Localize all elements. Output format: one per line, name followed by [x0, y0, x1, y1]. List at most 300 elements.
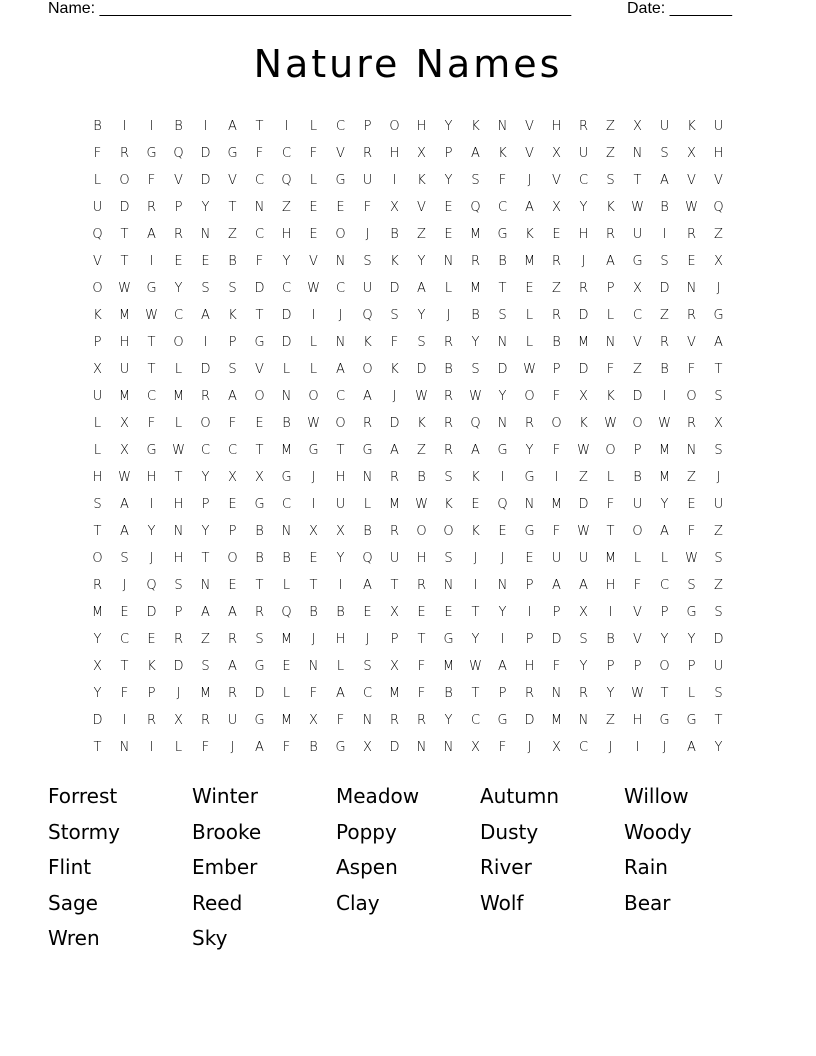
grid-letter[interactable]: X: [633, 281, 642, 296]
grid-letter[interactable]: C: [281, 281, 292, 296]
grid-letter[interactable]: G: [632, 254, 643, 269]
grid-letter[interactable]: H: [146, 470, 157, 485]
grid-letter[interactable]: A: [525, 200, 534, 215]
grid-letter[interactable]: W: [685, 551, 698, 566]
grid-letter[interactable]: N: [443, 578, 454, 593]
grid-letter[interactable]: N: [497, 119, 508, 134]
grid-letter[interactable]: N: [200, 227, 211, 242]
grid-letter[interactable]: J: [365, 632, 370, 647]
grid-letter[interactable]: C: [119, 632, 130, 647]
grid-letter[interactable]: Z: [417, 443, 426, 458]
grid-letter[interactable]: C: [578, 740, 589, 755]
grid-letter[interactable]: X: [417, 146, 426, 161]
grid-letter[interactable]: X: [93, 659, 102, 674]
grid-letter[interactable]: C: [146, 389, 157, 404]
grid-letter[interactable]: J: [716, 281, 721, 296]
grid-letter[interactable]: S: [660, 254, 669, 269]
grid-letter[interactable]: B: [363, 524, 372, 539]
grid-letter[interactable]: W: [415, 389, 428, 404]
grid-letter[interactable]: H: [551, 119, 562, 134]
grid-letter[interactable]: P: [147, 686, 156, 701]
grid-letter[interactable]: O: [308, 389, 319, 404]
grid-letter[interactable]: S: [174, 578, 183, 593]
grid-letter[interactable]: O: [254, 389, 265, 404]
grid-letter[interactable]: U: [632, 497, 643, 512]
grid-letter[interactable]: R: [470, 254, 481, 269]
grid-letter[interactable]: R: [254, 605, 265, 620]
grid-letter[interactable]: T: [255, 443, 264, 458]
grid-letter[interactable]: S: [471, 362, 480, 377]
grid-letter[interactable]: B: [444, 686, 453, 701]
grid-letter[interactable]: C: [632, 308, 643, 323]
grid-letter[interactable]: P: [201, 497, 210, 512]
grid-letter[interactable]: M: [523, 254, 536, 269]
grid-letter[interactable]: D: [200, 173, 211, 188]
grid-letter[interactable]: O: [92, 281, 103, 296]
grid-letter[interactable]: A: [471, 146, 480, 161]
grid-letter[interactable]: C: [659, 578, 670, 593]
grid-letter[interactable]: Q: [497, 497, 508, 512]
grid-letter[interactable]: J: [176, 686, 181, 701]
grid-letter[interactable]: Q: [146, 578, 157, 593]
grid-letter[interactable]: K: [390, 362, 399, 377]
grid-letter[interactable]: Y: [525, 443, 534, 458]
grid-letter[interactable]: B: [417, 470, 426, 485]
grid-letter[interactable]: J: [311, 632, 316, 647]
grid-letter[interactable]: R: [200, 389, 211, 404]
grid-letter[interactable]: F: [552, 659, 561, 674]
grid-letter[interactable]: S: [363, 659, 372, 674]
grid-letter[interactable]: S: [120, 551, 129, 566]
grid-letter[interactable]: A: [363, 389, 372, 404]
grid-letter[interactable]: U: [389, 551, 400, 566]
grid-letter[interactable]: H: [524, 659, 535, 674]
grid-letter[interactable]: T: [255, 578, 264, 593]
grid-letter[interactable]: P: [93, 335, 102, 350]
grid-letter[interactable]: G: [362, 443, 373, 458]
grid-letter[interactable]: Y: [417, 308, 426, 323]
grid-letter[interactable]: D: [200, 362, 211, 377]
grid-letter[interactable]: Q: [470, 416, 481, 431]
grid-letter[interactable]: B: [282, 416, 291, 431]
grid-letter[interactable]: J: [365, 227, 370, 242]
grid-letter[interactable]: G: [686, 605, 697, 620]
grid-letter[interactable]: F: [552, 389, 561, 404]
grid-letter[interactable]: O: [605, 443, 616, 458]
grid-letter[interactable]: P: [228, 335, 237, 350]
grid-letter[interactable]: Y: [444, 119, 453, 134]
grid-letter[interactable]: P: [228, 524, 237, 539]
grid-letter[interactable]: R: [119, 146, 130, 161]
grid-letter[interactable]: U: [659, 119, 670, 134]
grid-letter[interactable]: C: [227, 443, 238, 458]
grid-letter[interactable]: M: [118, 389, 131, 404]
grid-letter[interactable]: E: [147, 632, 156, 647]
grid-letter[interactable]: I: [203, 335, 208, 350]
grid-letter[interactable]: R: [578, 686, 589, 701]
grid-letter[interactable]: M: [91, 605, 104, 620]
grid-letter[interactable]: W: [523, 362, 536, 377]
grid-letter[interactable]: N: [362, 470, 373, 485]
grid-letter[interactable]: W: [118, 470, 131, 485]
grid-letter[interactable]: H: [416, 119, 427, 134]
grid-letter[interactable]: T: [471, 686, 480, 701]
grid-letter[interactable]: R: [443, 335, 454, 350]
grid-letter[interactable]: W: [307, 281, 320, 296]
grid-letter[interactable]: G: [308, 443, 319, 458]
grid-letter[interactable]: T: [93, 524, 102, 539]
grid-letter[interactable]: J: [527, 740, 532, 755]
grid-letter[interactable]: E: [228, 497, 237, 512]
grid-letter[interactable]: E: [417, 605, 426, 620]
grid-letter[interactable]: E: [309, 200, 318, 215]
grid-letter[interactable]: L: [93, 173, 102, 188]
name-field[interactable]: Name: _____________________________________________________: [48, 0, 572, 17]
grid-letter[interactable]: L: [633, 551, 642, 566]
grid-letter[interactable]: L: [525, 335, 534, 350]
grid-letter[interactable]: F: [282, 740, 291, 755]
grid-letter[interactable]: L: [93, 443, 102, 458]
grid-letter[interactable]: R: [524, 686, 535, 701]
grid-letter[interactable]: V: [525, 146, 534, 161]
grid-letter[interactable]: X: [336, 524, 345, 539]
grid-letter[interactable]: X: [309, 524, 318, 539]
grid-letter[interactable]: B: [498, 254, 507, 269]
grid-letter[interactable]: Y: [174, 281, 183, 296]
grid-letter[interactable]: X: [471, 740, 480, 755]
grid-letter[interactable]: B: [309, 740, 318, 755]
grid-letter[interactable]: J: [473, 551, 478, 566]
grid-letter[interactable]: A: [579, 578, 588, 593]
grid-letter[interactable]: B: [633, 470, 642, 485]
grid-letter[interactable]: C: [362, 686, 373, 701]
grid-letter[interactable]: X: [579, 389, 588, 404]
grid-letter[interactable]: A: [390, 443, 399, 458]
grid-letter[interactable]: V: [633, 632, 642, 647]
grid-letter[interactable]: X: [120, 443, 129, 458]
grid-letter[interactable]: L: [309, 173, 318, 188]
grid-letter[interactable]: U: [335, 497, 346, 512]
grid-letter[interactable]: U: [578, 551, 589, 566]
grid-letter[interactable]: D: [119, 200, 130, 215]
grid-letter[interactable]: B: [660, 200, 669, 215]
grid-letter[interactable]: N: [605, 335, 616, 350]
grid-letter[interactable]: Z: [579, 470, 588, 485]
grid-letter[interactable]: B: [228, 254, 237, 269]
grid-letter[interactable]: V: [93, 254, 102, 269]
grid-letter[interactable]: Q: [362, 308, 373, 323]
grid-letter[interactable]: A: [471, 443, 480, 458]
grid-letter[interactable]: A: [120, 524, 129, 539]
grid-letter[interactable]: E: [309, 551, 318, 566]
grid-letter[interactable]: N: [416, 740, 427, 755]
grid-letter[interactable]: D: [92, 713, 103, 728]
grid-letter[interactable]: S: [444, 551, 453, 566]
grid-letter[interactable]: I: [149, 740, 154, 755]
grid-letter[interactable]: Y: [579, 200, 588, 215]
grid-letter[interactable]: G: [497, 227, 508, 242]
grid-letter[interactable]: A: [120, 497, 129, 512]
grid-letter[interactable]: X: [687, 146, 696, 161]
grid-letter[interactable]: B: [660, 362, 669, 377]
grid-letter[interactable]: Y: [660, 632, 669, 647]
grid-letter[interactable]: Y: [660, 497, 669, 512]
grid-letter[interactable]: W: [685, 200, 698, 215]
grid-letter[interactable]: A: [201, 605, 210, 620]
grid-letter[interactable]: O: [389, 119, 400, 134]
grid-letter[interactable]: O: [416, 524, 427, 539]
grid-letter[interactable]: V: [228, 173, 237, 188]
grid-letter[interactable]: I: [392, 173, 397, 188]
grid-letter[interactable]: S: [363, 254, 372, 269]
grid-letter[interactable]: T: [120, 659, 129, 674]
grid-letter[interactable]: L: [687, 686, 696, 701]
grid-letter[interactable]: T: [201, 551, 210, 566]
grid-letter[interactable]: H: [281, 227, 292, 242]
grid-letter[interactable]: G: [281, 470, 292, 485]
grid-letter[interactable]: M: [280, 713, 293, 728]
grid-letter[interactable]: Y: [444, 713, 453, 728]
grid-letter[interactable]: Z: [633, 362, 642, 377]
grid-letter[interactable]: R: [443, 389, 454, 404]
grid-letter[interactable]: D: [200, 146, 211, 161]
grid-letter[interactable]: B: [606, 632, 615, 647]
grid-letter[interactable]: T: [660, 686, 669, 701]
grid-letter[interactable]: R: [524, 416, 535, 431]
grid-letter[interactable]: P: [606, 659, 615, 674]
grid-letter[interactable]: M: [388, 497, 401, 512]
grid-letter[interactable]: U: [713, 497, 724, 512]
grid-letter[interactable]: U: [362, 173, 373, 188]
grid-letter[interactable]: P: [660, 605, 669, 620]
grid-letter[interactable]: H: [173, 497, 184, 512]
grid-letter[interactable]: H: [578, 227, 589, 242]
grid-letter[interactable]: M: [550, 497, 563, 512]
grid-letter[interactable]: N: [281, 524, 292, 539]
grid-letter[interactable]: P: [498, 686, 507, 701]
grid-letter[interactable]: J: [230, 740, 235, 755]
grid-letter[interactable]: R: [389, 470, 400, 485]
grid-letter[interactable]: I: [500, 632, 505, 647]
grid-letter[interactable]: S: [687, 578, 696, 593]
grid-letter[interactable]: K: [606, 389, 615, 404]
grid-letter[interactable]: U: [362, 281, 373, 296]
grid-letter[interactable]: O: [335, 227, 346, 242]
grid-letter[interactable]: J: [581, 254, 586, 269]
grid-letter[interactable]: K: [498, 146, 507, 161]
grid-letter[interactable]: Y: [444, 173, 453, 188]
grid-letter[interactable]: E: [444, 605, 453, 620]
grid-letter[interactable]: J: [446, 308, 451, 323]
grid-letter[interactable]: C: [281, 497, 292, 512]
grid-letter[interactable]: I: [662, 227, 667, 242]
grid-letter[interactable]: I: [608, 605, 613, 620]
grid-letter[interactable]: L: [174, 740, 183, 755]
grid-letter[interactable]: M: [658, 443, 671, 458]
grid-letter[interactable]: F: [498, 173, 507, 188]
grid-letter[interactable]: X: [228, 470, 237, 485]
grid-letter[interactable]: B: [255, 524, 264, 539]
grid-letter[interactable]: Q: [281, 173, 292, 188]
grid-letter[interactable]: N: [335, 335, 346, 350]
grid-letter[interactable]: I: [149, 119, 154, 134]
grid-letter[interactable]: S: [228, 362, 237, 377]
grid-letter[interactable]: Y: [147, 524, 156, 539]
grid-letter[interactable]: S: [714, 605, 723, 620]
grid-letter[interactable]: R: [578, 281, 589, 296]
grid-letter[interactable]: T: [714, 713, 723, 728]
grid-letter[interactable]: L: [606, 308, 615, 323]
grid-letter[interactable]: O: [92, 551, 103, 566]
grid-letter[interactable]: N: [308, 659, 319, 674]
grid-letter[interactable]: N: [335, 254, 346, 269]
grid-letter[interactable]: G: [497, 443, 508, 458]
grid-letter[interactable]: Q: [173, 146, 184, 161]
grid-letter[interactable]: O: [362, 362, 373, 377]
grid-letter[interactable]: O: [686, 389, 697, 404]
grid-letter[interactable]: X: [309, 713, 318, 728]
grid-letter[interactable]: X: [714, 416, 723, 431]
grid-letter[interactable]: N: [524, 497, 535, 512]
grid-letter[interactable]: N: [632, 146, 643, 161]
grid-letter[interactable]: T: [147, 362, 156, 377]
grid-letter[interactable]: R: [200, 713, 211, 728]
grid-letter[interactable]: V: [309, 254, 318, 269]
grid-letter[interactable]: Y: [687, 632, 696, 647]
grid-letter[interactable]: S: [471, 173, 480, 188]
grid-letter[interactable]: R: [227, 686, 238, 701]
grid-letter[interactable]: G: [146, 281, 157, 296]
grid-letter[interactable]: T: [498, 281, 507, 296]
grid-letter[interactable]: Y: [282, 254, 291, 269]
grid-letter[interactable]: Y: [471, 335, 480, 350]
grid-letter[interactable]: Z: [417, 227, 426, 242]
grid-letter[interactable]: C: [470, 713, 481, 728]
grid-letter[interactable]: D: [659, 281, 670, 296]
grid-letter[interactable]: C: [335, 281, 346, 296]
grid-letter[interactable]: G: [443, 632, 454, 647]
grid-letter[interactable]: V: [633, 335, 642, 350]
grid-letter[interactable]: Y: [606, 686, 615, 701]
grid-letter[interactable]: H: [173, 551, 184, 566]
grid-letter[interactable]: G: [524, 470, 535, 485]
grid-letter[interactable]: W: [577, 443, 590, 458]
grid-letter[interactable]: I: [500, 470, 505, 485]
grid-letter[interactable]: A: [336, 362, 345, 377]
grid-letter[interactable]: C: [173, 308, 184, 323]
grid-letter[interactable]: L: [174, 362, 183, 377]
date-field[interactable]: Date: _______: [627, 0, 732, 17]
grid-letter[interactable]: H: [119, 335, 130, 350]
grid-letter[interactable]: V: [552, 173, 561, 188]
grid-letter[interactable]: Y: [579, 659, 588, 674]
grid-letter[interactable]: F: [255, 146, 264, 161]
grid-letter[interactable]: J: [608, 740, 613, 755]
grid-letter[interactable]: B: [552, 335, 561, 350]
grid-letter[interactable]: I: [149, 254, 154, 269]
grid-letter[interactable]: R: [578, 119, 589, 134]
grid-letter[interactable]: R: [443, 443, 454, 458]
grid-letter[interactable]: Y: [93, 686, 102, 701]
grid-letter[interactable]: R: [92, 578, 103, 593]
grid-letter[interactable]: N: [254, 200, 265, 215]
grid-letter[interactable]: X: [390, 605, 399, 620]
grid-letter[interactable]: F: [390, 335, 399, 350]
grid-letter[interactable]: M: [280, 443, 293, 458]
grid-letter[interactable]: J: [392, 389, 397, 404]
grid-letter[interactable]: G: [335, 173, 346, 188]
grid-letter[interactable]: A: [498, 659, 507, 674]
grid-letter[interactable]: D: [578, 308, 589, 323]
grid-letter[interactable]: A: [228, 119, 237, 134]
grid-letter[interactable]: S: [714, 551, 723, 566]
grid-letter[interactable]: E: [525, 551, 534, 566]
grid-letter[interactable]: A: [660, 173, 669, 188]
grid-letter[interactable]: R: [173, 227, 184, 242]
grid-letter[interactable]: S: [228, 281, 237, 296]
grid-letter[interactable]: U: [713, 119, 724, 134]
grid-letter[interactable]: W: [577, 524, 590, 539]
grid-letter[interactable]: N: [281, 389, 292, 404]
grid-letter[interactable]: Y: [714, 740, 723, 755]
grid-letter[interactable]: P: [363, 119, 372, 134]
grid-letter[interactable]: R: [389, 713, 400, 728]
grid-letter[interactable]: A: [336, 686, 345, 701]
grid-letter[interactable]: D: [578, 362, 589, 377]
grid-letter[interactable]: H: [713, 146, 724, 161]
grid-letter[interactable]: E: [498, 524, 507, 539]
grid-letter[interactable]: B: [255, 551, 264, 566]
grid-letter[interactable]: W: [307, 416, 320, 431]
grid-letter[interactable]: M: [118, 308, 131, 323]
grid-letter[interactable]: U: [632, 227, 643, 242]
grid-letter[interactable]: V: [417, 200, 426, 215]
grid-letter[interactable]: D: [254, 281, 265, 296]
grid-letter[interactable]: E: [282, 659, 291, 674]
grid-letter[interactable]: O: [524, 389, 535, 404]
grid-letter[interactable]: A: [687, 740, 696, 755]
grid-letter[interactable]: R: [146, 200, 157, 215]
grid-letter[interactable]: X: [552, 146, 561, 161]
grid-letter[interactable]: K: [687, 119, 696, 134]
grid-letter[interactable]: F: [498, 740, 507, 755]
grid-letter[interactable]: A: [660, 524, 669, 539]
grid-letter[interactable]: E: [687, 254, 696, 269]
grid-letter[interactable]: Y: [201, 524, 210, 539]
grid-letter[interactable]: F: [93, 146, 102, 161]
grid-letter[interactable]: U: [92, 200, 103, 215]
grid-letter[interactable]: P: [633, 443, 642, 458]
grid-letter[interactable]: L: [309, 119, 318, 134]
grid-letter[interactable]: H: [632, 713, 643, 728]
grid-letter[interactable]: G: [227, 146, 238, 161]
grid-letter[interactable]: D: [632, 389, 643, 404]
grid-letter[interactable]: C: [281, 146, 292, 161]
grid-letter[interactable]: H: [335, 470, 346, 485]
grid-letter[interactable]: E: [471, 497, 480, 512]
grid-letter[interactable]: D: [173, 659, 184, 674]
grid-letter[interactable]: E: [228, 578, 237, 593]
grid-letter[interactable]: F: [255, 254, 264, 269]
grid-letter[interactable]: X: [174, 713, 183, 728]
grid-letter[interactable]: A: [417, 281, 426, 296]
grid-letter[interactable]: U: [578, 146, 589, 161]
grid-letter[interactable]: T: [255, 119, 264, 134]
grid-letter[interactable]: W: [145, 308, 158, 323]
grid-letter[interactable]: Y: [93, 632, 102, 647]
grid-letter[interactable]: N: [551, 686, 562, 701]
grid-letter[interactable]: E: [363, 605, 372, 620]
